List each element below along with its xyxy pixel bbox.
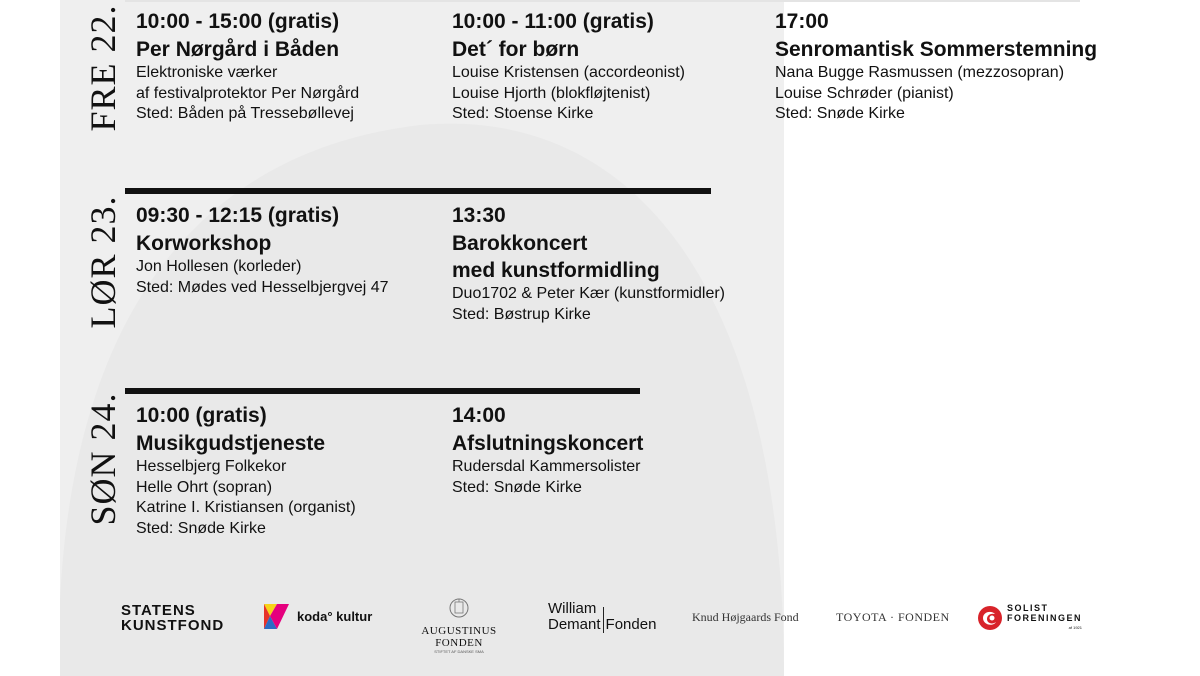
event-venue: Sted: Mødes ved Hesselbjergvej 47 [136, 278, 389, 296]
event-time: 10:00 - 11:00 (gratis) [452, 10, 654, 33]
event-detail: Duo1702 & Peter Kær (kunstformidler) [452, 285, 725, 302]
event-title: Barokkoncert [452, 232, 588, 255]
event-detail: Hesselbjerg Folkekor [136, 458, 287, 475]
day-label-friday: FRE 22. [83, 4, 123, 132]
logo-text: Demant [548, 616, 601, 633]
event-time: 13:30 [452, 204, 506, 227]
logo-statens-kunstfond [121, 603, 224, 633]
logo-augustinus-fonden [404, 597, 514, 654]
crest-icon [444, 597, 474, 619]
event-detail: Rudersdal Kammersolister [452, 458, 641, 475]
event-time: 10:00 (gratis) [136, 404, 267, 427]
logo-text: koda° kultur [297, 609, 373, 624]
event-detail: Helle Ohrt (sopran) [136, 478, 273, 496]
event-title: Musikgudstjeneste [136, 432, 326, 455]
event-detail: Louise Hjorth (blokfløjtenist) [452, 84, 651, 102]
logo-william-demant-fonden [548, 601, 656, 633]
divider-sunday [125, 388, 640, 394]
event-title: Det´ for børn [452, 38, 580, 61]
logo-text: KUNSTFOND [121, 617, 225, 634]
logo-subtext: STIFTET AF DANSKE SMA [434, 649, 484, 654]
logo-text: FORENINGEN [1007, 613, 1083, 623]
event-time: 10:00 - 15:00 (gratis) [136, 10, 340, 33]
event-time: 17:00 [775, 10, 829, 33]
koda-mark-icon [264, 604, 289, 629]
event-title: Senromantisk Sommerstemning [775, 38, 1098, 61]
logo-koda-kultur [264, 604, 372, 629]
event-title-line2: med kunstformidling [452, 259, 660, 282]
event-time: 14:00 [452, 404, 506, 427]
event-venue: Sted: Snøde Kirke [775, 105, 905, 122]
logo-subtext: af 1921 [1068, 625, 1083, 630]
event-detail: Louise Schrøder (pianist) [775, 84, 954, 102]
day-label-saturday: LØR 23. [83, 195, 123, 329]
solist-mark-icon [977, 605, 1003, 631]
divider-saturday [125, 188, 711, 194]
event-detail: Katrine I. Kristiansen (organist) [136, 499, 356, 516]
event-barokkoncert [452, 202, 725, 325]
event-detail: Nana Bugge Rasmussen (mezzosopran) [775, 64, 1065, 81]
logo-text: AUGUSTINUS FONDEN [421, 625, 497, 649]
event-time: 09:30 - 12:15 (gratis) [136, 204, 340, 227]
event-title: Afslutningskoncert [452, 432, 644, 455]
logo-solistforeningen [977, 603, 1082, 633]
event-venue: Sted: Snøde Kirke [452, 478, 582, 496]
event-korworkshop [136, 202, 389, 298]
event-venue: Sted: Snøde Kirke [136, 519, 266, 537]
logo-divider [603, 607, 604, 633]
day-label-sunday: SØN 24. [83, 392, 123, 526]
event-afslutningskoncert [452, 402, 643, 498]
event-det-for-born [452, 8, 685, 125]
event-venue: Sted: Båden på Tressebøllevej [136, 105, 354, 122]
event-detail: Jon Hollesen (korleder) [136, 258, 302, 275]
event-per-norgard [136, 8, 359, 125]
logo-knud-hojgaards-fond: Knud Højgaards Fond [692, 610, 799, 624]
event-title: Per Nørgård i Båden [136, 38, 340, 61]
event-senromantisk [775, 8, 1097, 125]
event-detail: af festivalprotektor Per Nørgård [136, 84, 360, 102]
event-detail: Louise Kristensen (accordeonist) [452, 64, 686, 81]
event-musikgudstjeneste [136, 402, 356, 539]
logo-text: William [548, 600, 597, 617]
logo-text: STATENS [121, 602, 196, 619]
event-title: Korworkshop [136, 232, 272, 255]
top-divider [125, 0, 1080, 2]
logo-text: SOLIST [1007, 603, 1049, 613]
event-detail: Elektroniske værker [136, 64, 278, 81]
logo-toyota-fonden: TOYOTA · FONDEN [836, 610, 950, 624]
event-venue: Sted: Stoense Kirke [452, 105, 594, 122]
logo-text: Fonden [605, 616, 657, 633]
event-venue: Sted: Bøstrup Kirke [452, 305, 591, 323]
